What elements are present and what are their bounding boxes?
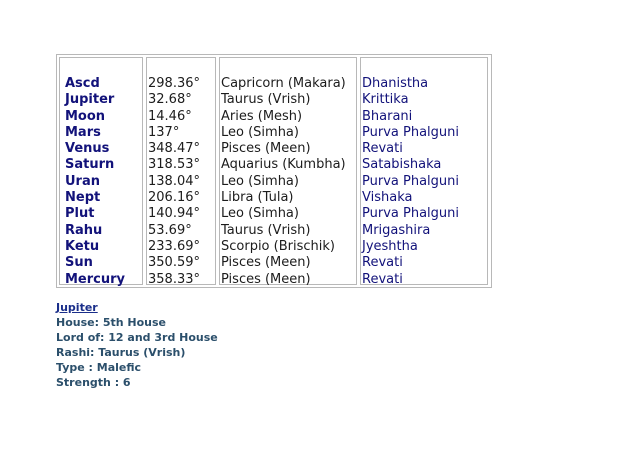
nakshatra-value: Revati — [362, 141, 403, 157]
planet-name: Moon — [65, 108, 106, 124]
degree-column — [146, 57, 216, 285]
nakshatra-value: Purva Phalguni — [362, 173, 459, 189]
details-type: Type : Malefic — [56, 361, 142, 374]
nakshatra-value: Revati — [362, 255, 403, 271]
degree-value: 233.69° — [148, 238, 200, 254]
planet-table — [56, 54, 492, 288]
planet-name: Venus — [65, 141, 110, 157]
details-rashi: Rashi: Taurus (Vrish) — [56, 346, 186, 359]
sign-value: Pisces (Meen) — [221, 141, 311, 157]
planet-name: Uran — [65, 173, 100, 189]
sign-value: Leo (Simha) — [221, 206, 299, 222]
planet-name: Saturn — [65, 157, 115, 173]
planet-name: Sun — [65, 255, 93, 271]
planet-details — [56, 300, 218, 390]
nakshatra-value: Jyeshtha — [362, 238, 418, 254]
nakshatra-value: Vishaka — [362, 190, 413, 206]
planet-column — [59, 57, 143, 285]
planet-name: Mercury — [65, 271, 126, 287]
degree-value: 140.94° — [148, 206, 200, 222]
degree-value: 14.46° — [148, 108, 192, 124]
planet-name: Jupiter — [65, 92, 115, 108]
nakshatra-value: Purva Phalguni — [362, 206, 459, 222]
sign-value: Aquarius (Kumbha) — [221, 157, 346, 173]
sign-value: Pisces (Meen) — [221, 255, 311, 271]
degree-value: 138.04° — [148, 173, 200, 189]
sign-value: Leo (Simha) — [221, 173, 299, 189]
nakshatra-value: Satabishaka — [362, 157, 442, 173]
degree-value: 348.47° — [148, 141, 200, 157]
sign-value: Taurus (Vrish) — [221, 222, 311, 238]
details-house: House: 5th House — [56, 316, 167, 329]
degree-value: 358.33° — [148, 271, 200, 287]
nakshatra-value: Krittika — [362, 92, 409, 108]
details-lord-of: Lord of: 12 and 3rd House — [56, 331, 218, 344]
sign-column — [219, 57, 357, 285]
degree-value: 32.68° — [148, 92, 192, 108]
degree-value: 298.36° — [148, 76, 200, 91]
degree-value: 350.59° — [148, 255, 200, 271]
sign-value: Taurus (Vrish) — [221, 92, 311, 108]
degree-value: 206.16° — [148, 190, 200, 206]
sign-value: Scorpio (Brischik) — [221, 238, 335, 254]
planet-name: Mars — [65, 124, 101, 140]
nakshatra-value: Revati — [362, 271, 403, 287]
nakshatra-column — [360, 57, 488, 285]
planet-name: Nept — [65, 190, 101, 206]
degree-value: 137° — [148, 124, 180, 140]
details-title[interactable]: Jupiter — [56, 301, 98, 314]
sign-value: Capricorn (Makara) — [221, 76, 346, 91]
sign-value: Leo (Simha) — [221, 124, 299, 140]
degree-value: 53.69° — [148, 222, 192, 238]
nakshatra-value: Bharani — [362, 108, 413, 124]
sign-value: Pisces (Meen) — [221, 271, 311, 287]
sign-value: Libra (Tula) — [221, 190, 294, 206]
degree-value: 318.53° — [148, 157, 200, 173]
nakshatra-value: Mrigashira — [362, 222, 431, 238]
planet-name: Plut — [65, 206, 95, 222]
planet-name: Ketu — [65, 238, 100, 254]
planet-name: Rahu — [65, 222, 103, 238]
planet-name: Ascd — [65, 76, 100, 91]
details-strength: Strength : 6 — [56, 376, 131, 389]
nakshatra-value: Purva Phalguni — [362, 124, 459, 140]
sign-value: Aries (Mesh) — [221, 108, 303, 124]
nakshatra-value: Dhanistha — [362, 76, 429, 91]
